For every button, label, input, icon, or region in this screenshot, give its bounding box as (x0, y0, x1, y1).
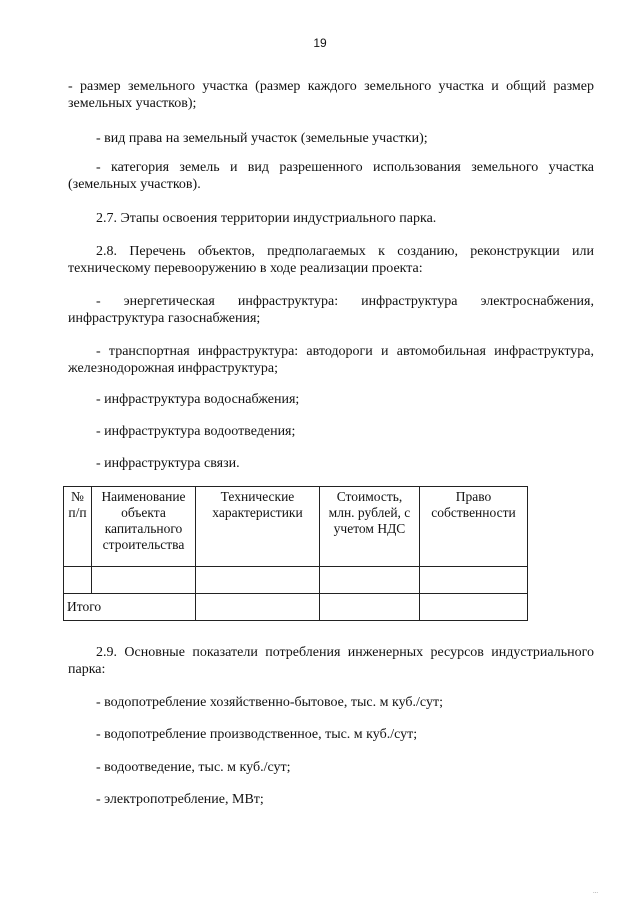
table-cell (64, 567, 92, 594)
paragraph-household-water: - водопотребление хозяйственно-бытовое, тыс. м куб./сут; (96, 695, 443, 710)
paragraph-land-size: - размер земельного участка (размер каждого земельного участка и общий размер земельных участков); (68, 79, 594, 111)
table-cell (420, 594, 528, 621)
paragraph-energy-infrastructure: - энергетическая инфраструктура: инфраструктура электроснабжения, инфраструктура газоснабжения; (68, 294, 594, 326)
header-tech-characteristics: Технические характеристики (196, 487, 320, 567)
table-cell (196, 567, 320, 594)
objects-table (63, 486, 528, 621)
table-cell (420, 567, 528, 594)
paragraph-2-7: 2.7. Этапы освоения территории индустриального парка. (96, 211, 437, 226)
paragraph-land-category: - категория земель и вид разрешенного использования земельного участка (земельных участков). (68, 160, 594, 192)
header-object-name: Наименование объекта капитального строительства (92, 487, 196, 567)
paragraph-water-disposal: - инфраструктура водоотведения; (96, 424, 296, 439)
total-label: Итого (64, 594, 196, 621)
paragraph-electricity: - электропотребление, МВт; (96, 792, 264, 807)
header-cost: Стоимость, млн. рублей, с учетом НДС (320, 487, 420, 567)
paragraph-land-right: - вид права на земельный участок (земельные участки); (96, 131, 428, 146)
paragraph-wastewater: - водоотведение, тыс. м куб./сут; (96, 760, 291, 775)
paragraph-water-supply: - инфраструктура водоснабжения; (96, 392, 300, 407)
table-header-row (64, 487, 528, 567)
table-cell (196, 594, 320, 621)
table-row-empty (64, 567, 528, 594)
paragraph-2-9: 2.9. Основные показатели потребления инженерных ресурсов индустриального парка: (68, 645, 594, 677)
page-number: 19 (313, 36, 327, 50)
table-cell (320, 567, 420, 594)
table-cell (320, 594, 420, 621)
table-cell (92, 567, 196, 594)
paragraph-industrial-water: - водопотребление производственное, тыс. м куб./сут; (96, 727, 418, 742)
scan-mark: ... (592, 889, 598, 895)
paragraph-communications: - инфраструктура связи. (96, 456, 240, 471)
header-number: № п/п (64, 487, 92, 567)
paragraph-2-8: 2.8. Перечень объектов, предполагаемых к созданию, реконструкции или техническому перевооружению в ходе реализации проекта: (68, 244, 594, 276)
paragraph-transport-infrastructure: - транспортная инфраструктура: автодороги и автомобильная инфраструктура, железнодорожная инфраструктура; (68, 344, 594, 376)
header-ownership: Право собственности (420, 487, 528, 567)
table-row-total (64, 594, 528, 621)
